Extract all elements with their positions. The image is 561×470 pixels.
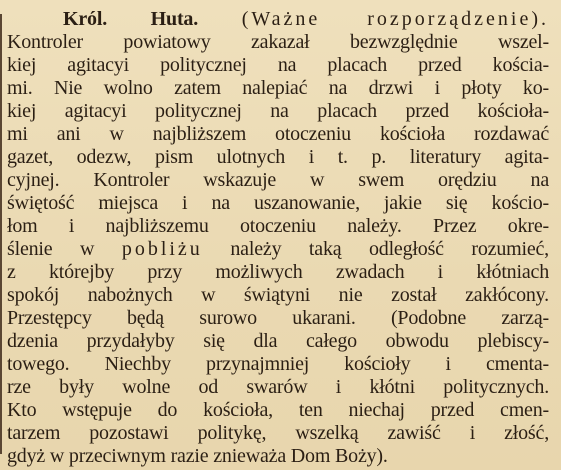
article-headline: Król. Huta. bbox=[63, 8, 199, 30]
article-heading-line bbox=[7, 8, 549, 31]
article-line: cyjnej. Kontroler wskazuje w swem orędziu na bbox=[7, 169, 549, 191]
next-article-cutoff bbox=[54, 461, 554, 470]
article-line-emphasis bbox=[7, 238, 549, 261]
article-line: Kto wstępuje do kościoła, ten niechaj przed cmen- bbox=[7, 399, 549, 421]
article-line: kiej agitacyi politycznej na placach przed kościa- bbox=[7, 54, 549, 76]
article-line-start: ślenie w bbox=[7, 238, 95, 260]
article-line: Przestępcy będą surowo ukarani. (Podobne zarzą- bbox=[7, 307, 549, 329]
article-line-end: należy taką odległość rozumieć, bbox=[230, 238, 549, 260]
article-line: łom i najbliższemu otoczeniu należy. Przez okre- bbox=[7, 215, 549, 237]
article-line: gazet, odezw, pism ulotnych i t. p. literatury agita- bbox=[7, 146, 549, 168]
article-line: z którejby przy możliwych zwadach i kłótniach bbox=[7, 261, 549, 283]
article-line: Kontroler powiatowy zakazał bezwzględnie wszel- bbox=[7, 31, 549, 53]
article-subtitle: (Ważne rozporządzenie). bbox=[241, 8, 549, 30]
article-line: spokój nabożnych w świątyni nie został zakłócony. bbox=[7, 284, 549, 306]
column-rule bbox=[0, 14, 2, 454]
article-line: tarzem pozostawi politykę, wszelką zawiść i złość, bbox=[7, 422, 549, 444]
article-line: mi. Nie wolno zatem nalepiać na drzwi i płoty ko- bbox=[7, 77, 549, 99]
emphasized-word: pobliżu bbox=[121, 238, 203, 260]
article-line: gdyż w przeciwnym razie znieważa Dom Boży). bbox=[7, 445, 388, 467]
article-line: świętość miejsca i na uszanowanie, jakie się kościo- bbox=[7, 192, 549, 214]
article-line: dzenia przydałyby się dla całego obwodu plebiscy- bbox=[7, 330, 549, 352]
article-line: mi ani w najbliższem otoczeniu kościoła rozdawać bbox=[7, 123, 549, 145]
article-line: rze były wolne od swarów i kłótni politycznych. bbox=[7, 376, 549, 398]
news-article bbox=[7, 8, 549, 468]
article-line: kiej agitacyi politycznej na placach przed kościoła- bbox=[7, 100, 549, 122]
article-line: towego. Niechby przynajmniej kościoły i cmenta- bbox=[7, 353, 549, 375]
